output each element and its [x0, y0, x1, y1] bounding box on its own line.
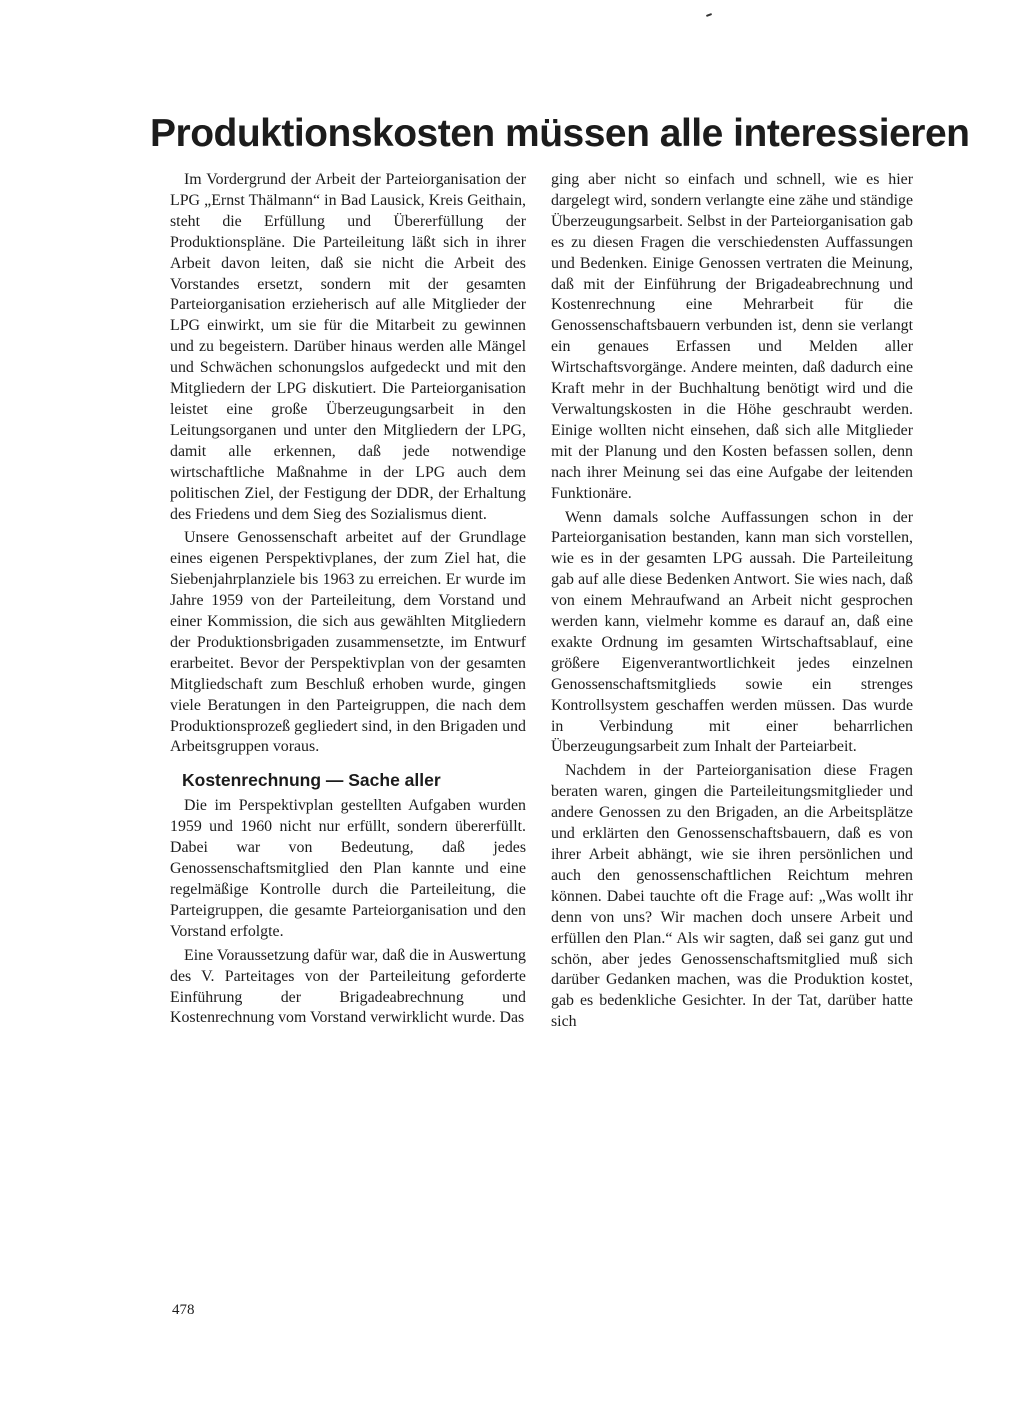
paragraph-prerequisite: Eine Voraussetzung dafür war, daß die in Auswertung des V. Parteitages von der Parteileitung geforderte Einführung der Brigadeabrechnung und Kostenrechnung vom Vorstand verwirklicht wurde. Das [170, 946, 526, 1027]
paragraph-answers: Wenn damals solche Auffassungen schon in der Parteiorganisation bestanden, kann man sich vorstellen, wie es in der gesamten LPG aussah. Die Parteileitung gab auf alle diese Bedenken Antwort. Sie wies nach, daß von einem Mehraufwand an Arbeit nicht gesprochen werden kann, vielmehr komme es darauf an, daß eine exakte Ordnung im gesamten Wirtschaftsablauf, eine größere Eigenverantwortlichkeit jedes einzelnen Genossenschaftsmitglieds sowie ein strenges Kontrollsystem geschaffen werden müssen. Das wurde in Verbindung mit einer beharrlichen Überzeugungsarbeit zum Inhalt der Parteiarbeit. [551, 508, 913, 756]
paragraph-intro: Im Vordergrund der Arbeit der Parteiorganisation der LPG „Ernst Thälmann“ in Bad Lausick, Kreis Geithain, steht die Erfüllung und Übererfüllung der Produktionspläne. Die Parteileitung läßt sich in ihrer Arbeit davon leiten, daß sie nicht die Arbeit des Vorstandes ersetzt, sondern mit der gesamten Parteiorganisation erzieherisch auf alle Mitglieder der LPG einwirkt, um sie für die Mitarbeit zu gewinnen und zu begeistern. Darüber hinaus werden alle Mängel und Schwächen schonungslos aufgedeckt und mit den Mitgliedern der LPG diskutiert. Die Parteiorganisation leistet eine große Überzeugungsarbeit in den Leitungsorganen und unter den Mitgliedern der LPG, damit alle erkennen, daß jede notwendige wirtschaftliche Maßnahme in der LPG auch dem politischen Ziel, der Festigung der DDR, der Erhaltung des Friedens und dem Sieg des Sozialismus dient. [170, 171, 526, 523]
paragraph-perspective-plan: Unsere Genossenschaft arbeitet auf der Grundlage eines eigenen Perspektivplanes, der zum Ziel hat, die Siebenjahrplanziele bis 1963 zu erreichen. Er wurde im Jahre 1959 von der Parteileitung, dem Vorstand und einer Kommission, die sich aus gewählten Mitgliedern der Produktionsbrigaden zusammensetzte, im Entwurf erarbeitet. Bevor der Perspektivplan von der gesamten Mitgliedschaft zum Beschluß erhoben wurde, gingen viele Beratungen in den Parteigruppen, die nach dem Produktionsprozeß gegliedert sind, in den Brigaden und Arbeitsgruppen voraus. [170, 529, 526, 756]
paragraph-continuation: ging aber nicht so einfach und schnell, wie es hier dargelegt wird, sondern verlangte eine zähe und ständige Überzeugungsarbeit. Selbst in der Parteiorganisation gab es zu diesen Fragen die verschiedensten Auffassungen und Bedenken. Einige Genossen vertraten die Meinung, daß mit der Einführung der Brigadeabrechnung und Kostenrechnung eine Mehrarbeit für die Genossenschaftsbauern verbunden ist, denn sie verlangt ein genaues Erfassen und Melden aller Wirtschaftsvorgänge. Andere meinten, daß dadurch eine Kraft mehr in der Buchhaltung benötigt wird und die Verwaltungskosten in die Höhe geschraubt werden. Einige wollten nicht einsehen, daß sich alle Mitglieder mit der Planung und den Kosten befassen sollen, denn nach ihrer Meinung sei das eine Aufgabe der leitenden Funktionäre. [551, 171, 913, 502]
left-column [170, 170, 526, 1032]
page-number: 478 [172, 1302, 195, 1318]
article-title: Produktionskosten müssen alle interessieren [150, 112, 970, 155]
section-heading: Kostenrechnung — Sache aller [182, 770, 441, 791]
right-column [551, 170, 913, 1036]
paragraph-fulfilment: Die im Perspektivplan gestellten Aufgaben wurden 1959 und 1960 nicht nur erfüllt, sondern übererfüllt. Dabei war von Bedeutung, daß jedes Genossenschaftsmitglied den Plan kannte und eine regelmäßige Kontrolle durch die Parteileitung, die Parteigruppen, die gesamte Parteiorganisation und den Vorstand erfolgte. [170, 797, 526, 940]
paragraph-brigades: Nachdem in der Parteiorganisation diese Fragen beraten waren, gingen die Parteileitungsmitglieder und andere Genossen zu den Brigaden, an die Arbeitsplätze und erklärten den Genossenschaftsbauern, daß es von ihrer Arbeit abhängt, wie sie ihren persönlichen und auch den genossenschaftlichen Reichtum mehren können. Dabei tauchte oft die Frage auf: „Was wollt ihr denn von uns? Wir machen doch unsere Arbeit und erfüllen den Plan.“ Als wir sagten, daß sei ganz gut und schön, aber jedes Genossenschaftsmitglied muß sich darüber Gedanken machen, was die Produktion kostet, gab es bedenkliche Gesichter. In der Tat, darüber hatte sich [551, 762, 913, 1031]
print-speck [706, 13, 712, 17]
